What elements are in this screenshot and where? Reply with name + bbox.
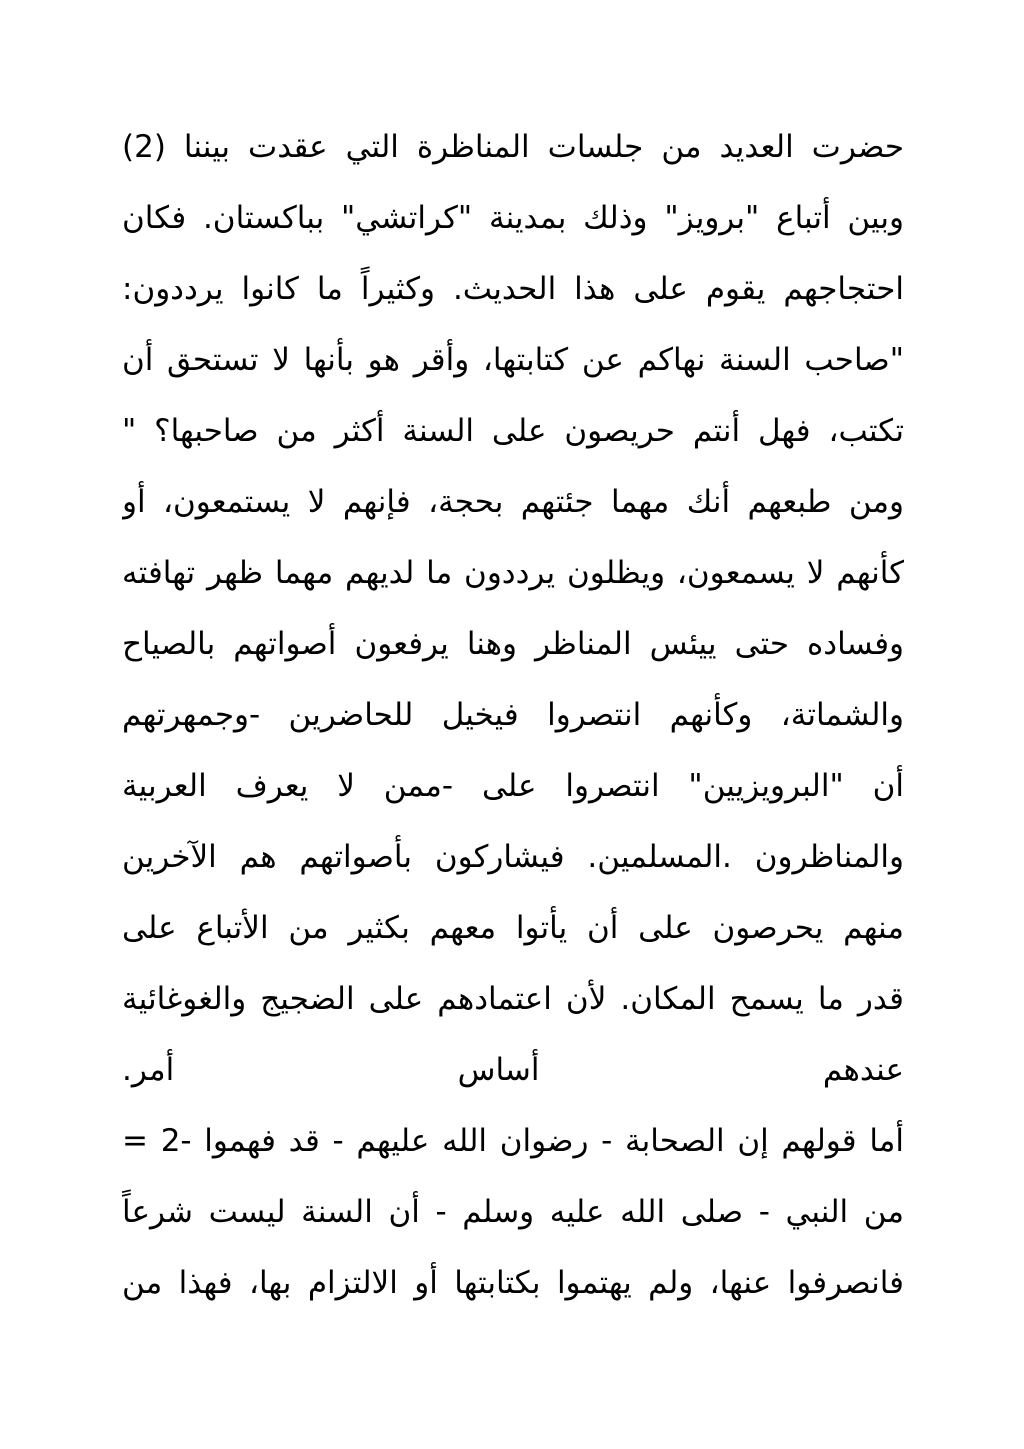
text-line-17: فانصرفوا عنها، ولم يهتموا بكتابتها أو الالتزام بها، فهذا من xyxy=(122,1265,904,1301)
text-line-4: "صاحب السنة نهاكم عن كتابتها، وأقر هو بأنها لا تستحق أن xyxy=(122,342,904,378)
word-asas: أساس xyxy=(457,1052,540,1088)
word-indahum: عندهم xyxy=(822,1052,904,1088)
text-line-7: كأنهم لا يسمعون، ويظلون يرددون ما لديهم مهما ظهر تهافته xyxy=(122,555,904,591)
text-line-16: من النبي - صلى الله عليه وسلم - أن السنة ليست شرعاً xyxy=(122,1194,904,1230)
text-line-9: والشماتة، وكأنهم انتصروا فيخيل للحاضرين -وجمهرتهم xyxy=(122,697,904,733)
document-page xyxy=(122,112,904,1319)
text-line-3: احتجاجهم يقوم على هذا الحديث. وكثيراً ما كانوا يرددون: xyxy=(122,271,904,307)
word-amr: أمر. xyxy=(122,1052,175,1088)
text-line-1: حضرت العديد من جلسات المناظرة التي عقدت بيننا (2) xyxy=(122,129,904,165)
text-line-12: منهم يحرصون على أن يأتوا معهم بكثير من الأتباع على xyxy=(122,910,904,946)
text-line-2: وبين أتباع "برويز" وذلك بمدينة "كراتشي" بباكستان. فكان xyxy=(122,200,904,236)
text-line-10: أن "البرويزيين" انتصروا على -ممن لا يعرف العربية xyxy=(122,768,904,804)
text-line-13: قدر ما يسمح المكان. لأن اعتمادهم على الضجيج والغوغائية xyxy=(122,981,904,1017)
text-line-6: ومن طبعهم أنك مهما جئتهم بحجة، فإنهم لا يستمعون، أو xyxy=(122,484,904,520)
text-line-8: وفساده حتى ييئس المناظر وهنا يرفعون أصواتهم بالصياح xyxy=(122,626,904,662)
text-line-14 xyxy=(122,1035,904,1106)
text-line-11: والمناظرون .المسلمين. فيشاركون بأصواتهم هم الآخرين xyxy=(122,839,904,875)
text-line-5: تكتب، فهل أنتم حريصون على السنة أكثر من صاحبها؟ " xyxy=(122,413,904,449)
text-line-15: أما قولهم إن الصحابة - رضوان الله عليهم - قد فهموا -2 = xyxy=(122,1123,904,1159)
